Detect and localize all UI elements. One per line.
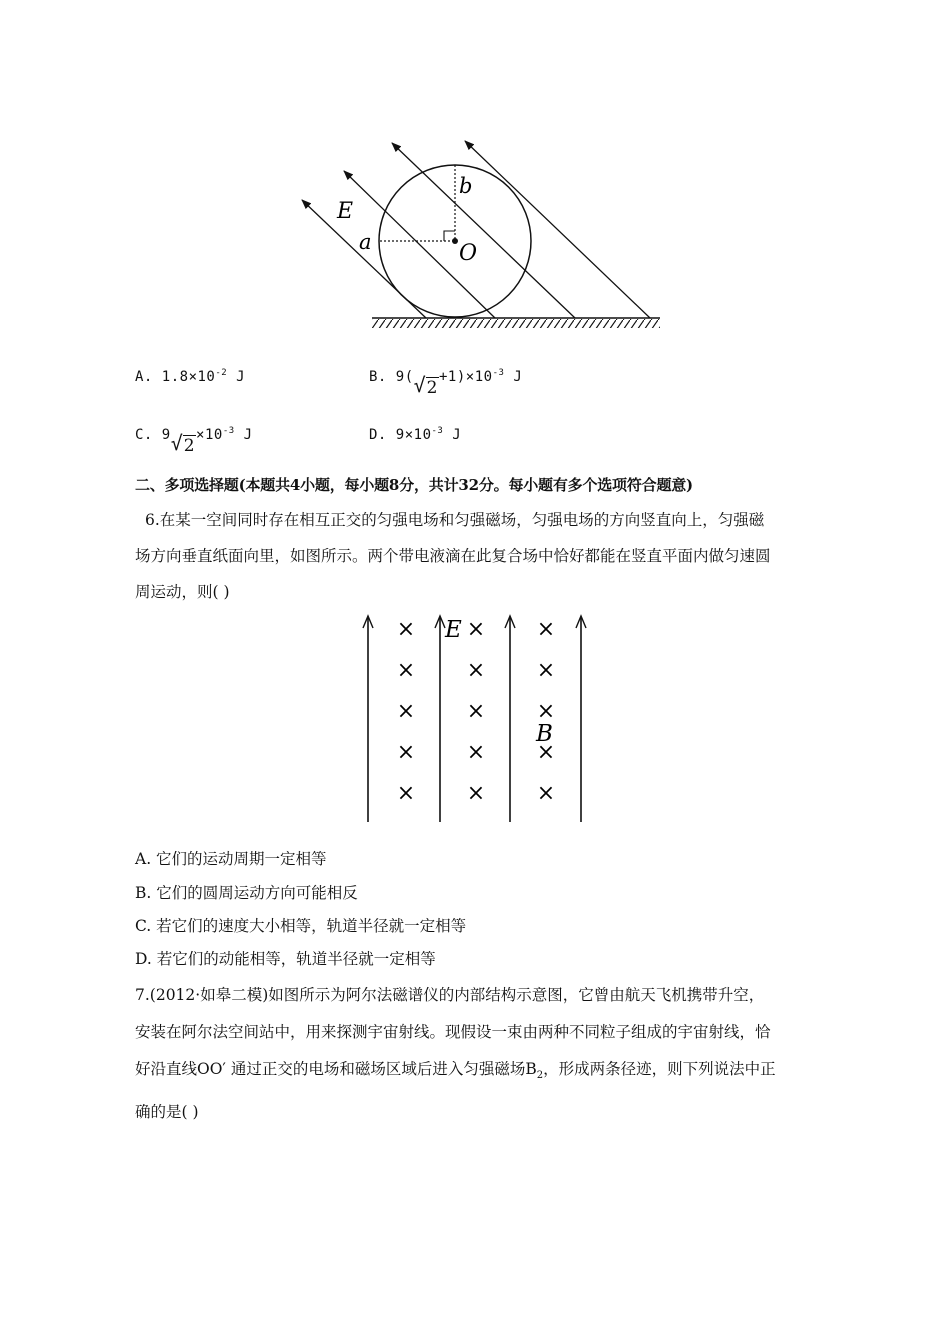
q5-option-C: C. 9 √ $2\times 10^{-3}$ J <box>135 426 253 456</box>
figure-crossed-fields <box>350 608 600 828</box>
q6-option-D: D. 若它们的动能相等，轨道半径就一定相等 <box>135 950 436 968</box>
b-field-crosses <box>397 617 555 806</box>
cross: × <box>466 781 486 806</box>
cross: × <box>466 699 486 724</box>
figure-circle-field <box>290 130 670 340</box>
q7-line1: 7.(2012·如皋二模)如图所示为阿尔法磁谱仪的内部结构示意图，它曾由航天飞机携带升空， <box>135 986 765 1004</box>
field-line-4 <box>465 141 650 318</box>
q6-option-A: A. 它们的运动周期一定相等 <box>135 850 327 868</box>
cross: × <box>536 781 556 806</box>
cross: × <box>466 740 486 765</box>
cross: × <box>536 617 556 642</box>
cross: × <box>396 781 416 806</box>
q7-line3: 好沿直线OO′ 通过正交的电场和磁场区域后进入匀强磁场$B_2$，形成两条径迹，则下列说法中正 <box>135 1060 776 1082</box>
label-O: O <box>459 241 478 266</box>
cross: × <box>396 740 416 765</box>
q6-option-C: C. 若它们的速度大小相等，轨道半径就一定相等 <box>135 917 467 935</box>
field-line-3 <box>392 143 575 318</box>
cross: × <box>466 617 486 642</box>
cross: × <box>396 617 416 642</box>
center-point <box>452 238 458 244</box>
q5-option-A: A. $1.8\times 10^{-2}$ J <box>135 368 246 385</box>
q7-line2: 安装在阿尔法空间站中，用来探测宇宙射线。现假设一束由两种不同粒子组成的宇宙射线，恰 <box>135 1023 771 1041</box>
ground-hatch <box>372 319 660 328</box>
q6-option-B: B. 它们的圆周运动方向可能相反 <box>135 884 358 902</box>
q6-line1: 6.在某一空间同时存在相互正交的匀强电场和匀强磁场，匀强电场的方向竖直向上，匀强磁 <box>145 511 765 529</box>
q6-line3: 周运动，则( ) <box>135 583 230 601</box>
label-B: B <box>536 721 553 747</box>
section2-heading: 二、多项选择题(本题共4小题，每小题8分，共计32分。每小题有多个选项符合题意) <box>135 476 693 494</box>
label-b: b <box>459 174 473 198</box>
cross: × <box>396 658 416 683</box>
cross: × <box>396 699 416 724</box>
q5-option-B: B. 9( √ $2+1)\times 10^{-3}$ J <box>369 368 523 398</box>
q6-stem <box>135 502 825 610</box>
cross: × <box>536 740 556 765</box>
q6-line2: 场方向垂直纸面向里，如图所示。两个带电液滴在此复合场中恰好都能在竖直平面内做匀速圆 <box>135 547 771 565</box>
label-E: E <box>337 199 354 224</box>
label-E: E <box>445 617 462 643</box>
cross: × <box>536 658 556 683</box>
q7-stem <box>135 977 825 1131</box>
q5-option-D: D. $9\times 10^{-3}$ J <box>369 426 462 443</box>
label-a: a <box>359 230 372 254</box>
cross: × <box>466 658 486 683</box>
q7-line4: 确的是( ) <box>135 1103 199 1122</box>
cross: × <box>536 699 556 724</box>
